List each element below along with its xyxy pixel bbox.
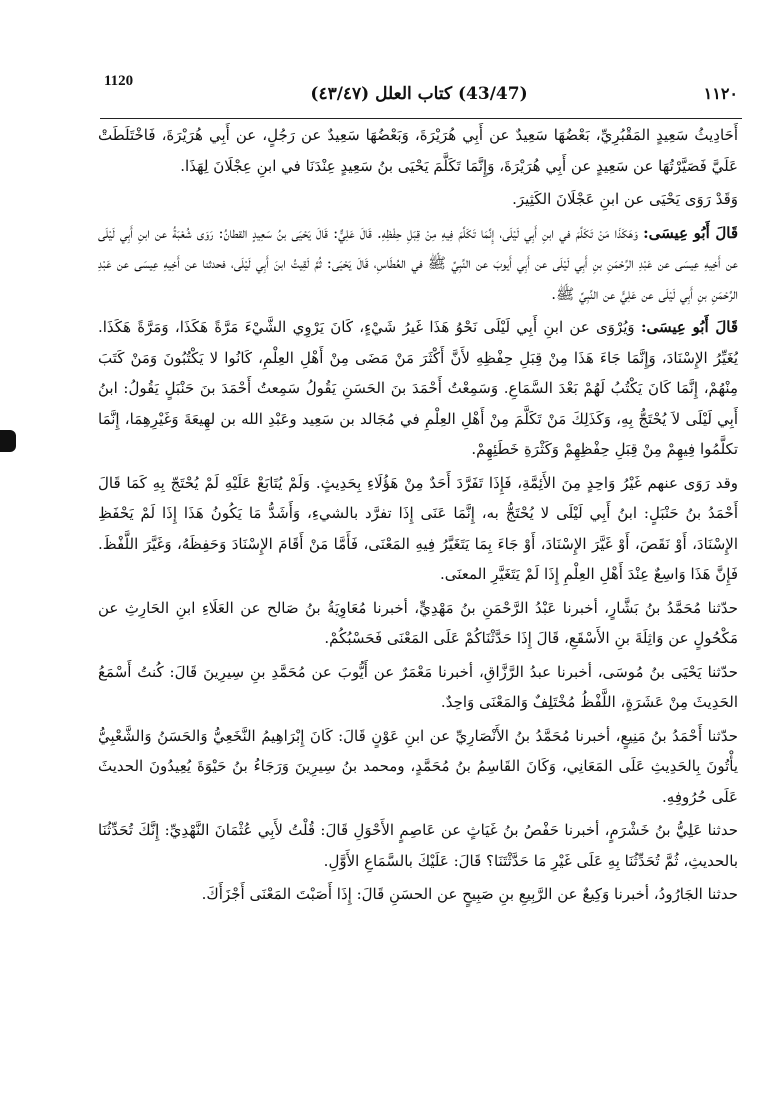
paragraph [98, 218, 738, 310]
paragraph-text: حدّثنا مُحَمَّدُ بنُ بَشَّارٍ، أخبرنا عَبْدُ الرَّحْمَنِ بنُ مَهْدِيٍّ، أخبرنا مُعَاوِيَةُ بنُ صَالح عن العَلَاءِ ابنِ الحَارِثِ عن مَكْحُولٍ عن وَاثِلَةَ بنِ الأَسْقَعِ، قَالَ إِذَا حَدَّثْنَاكُمْ عَلَى المَعْنَى فَحَسْبُكُمْ. [98, 598, 738, 647]
paragraph [98, 468, 738, 590]
page-number-arabic: ١١٢٠ [703, 84, 738, 103]
running-title: (43/47) كتاب العلل (٤٣/٤٧) [310, 84, 528, 104]
paragraph [98, 593, 738, 654]
page-number-latin: 1120 [104, 73, 134, 89]
paragraph-text: وقد رَوَى عنهم غَيْرُ وَاحِدٍ مِنَ الأَئِمَّةِ، فَإِذَا تَفَرَّدَ أَحَدٌ مِنْ هَؤُلَاءِ بِحَدِيثٍ. وَلَمْ يُتَابَعْ عَلَيْهِ لَمْ يُحْتَجّ بِهِ كَمَا قَالَ أَحْمَدُ بنُ حَنْبَلٍ: ابنُ أَبِي لَيْلَى لا يُحْتَجُّ به، إِنَّمَا عَنَى إِذَا تفرَّد بالشيءِ، وَأَشَدُّ مَا يَكُونُ هَذَا إِذَا لَمْ يَحْفَظِ الإِسْنَادَ، أَوْ نَقَصَ، أَوْ غَيَّرَ الإِسْنَادَ، أَوْ جَاءَ بِمَا يَتَغَيَّرُ فِيهِ المَعْنَى، فَأَمَّا مَنْ أَقَامَ الإِسْنَادَ وَحَفِظَهُ، وَغَيَّرَ اللَّفْظَ. فَإِنَّ هَذَا وَاسِعٌ عِنْدَ أَهْلِ العِلْمِ إِذَا لَمْ يَتَغَيَّرِ المعنَى. [98, 473, 738, 583]
speaker-label: قَالَ أَبُو عِيسَى: [640, 318, 738, 336]
paragraph-text: وَقَدْ رَوَى يَحْيَى عن ابنِ عَجْلَانَ الكَثِيرَ. [512, 190, 738, 208]
paragraph [98, 721, 738, 813]
paragraph [98, 657, 738, 718]
margin-tab [0, 430, 16, 452]
paragraph-text: وَهَكَذَا مَنْ تَكَلَّمَ في ابنِ أَبِي لَيْلَى، إِنَّمَا تَكَلَّمَ فِيهِ مِنْ قِبَلِ حِفْظِهِ. قَالَ عَلِيٌّ: قَالَ يَحْيَى بنُ سَعِيدٍ القطانُ: رَوَى شُعْبَةُ عن ابنِ أَبِي لَيْلَى عن أَخِيهِ عِيسَى عن عَبْدِ الرَّحْمَنِ بنِ أَبِي لَيْلَى عن أَبِي أَيوبَ عن النَّبِيِّ ﷺ في العُطَاسِ، قَالَ يَحْيَى: ثُمَّ لَقِيتُ ابنَ أَبِي لَيْلَى، فحدثنا عن أَخِيهِ عِيسَى عن عَبْدِ الرَّحْمَنِ بنِ أَبِي لَيْلَى عن عَلِيٍّ عن النَّبِيِّ ﷺ. [98, 223, 738, 303]
paragraph [98, 312, 738, 465]
header-rule [100, 118, 742, 119]
page-body [98, 120, 738, 1080]
paragraph-text: حدثنا الجَارُودُ، أخبرنا وَكِيعٌ عن الرَّبِيعِ بنِ صَبِيحٍ عن الحسَنِ قَالَ: إِذَا أَصَبْتَ المَعْنَى أَجْزَأَكَ. [201, 885, 738, 903]
paragraph-text: حدثنا عَلِيُّ بنُ خَشْرَمٍ، أخبرنا حَفْصُ بنُ غَيَاثٍ عن عَاصِمٍ الأَحْوَلِ قَالَ: قُلْتُ لأَبِي عُثْمَانَ النَّهْدِيِّ: إِنَّكَ تُحَدِّثُنَا بالحديثِ، ثُمَّ تُحَدِّثُنَا بِهِ عَلَى غَيْرِ مَا حَدَّثْتَنَا؟ قَالَ: عَلَيْكَ بالسَّمَاعِ الأَوَّلِ. [98, 821, 738, 870]
paragraph [98, 879, 738, 910]
paragraph-text: وَيُرْوَى عن ابنِ أَبِي لَيْلَى نَحْوُ هَذَا غَيرُ شَيْءٍ، كَانَ يَرْوِي الشَّيْءَ مَرَّةً هَكَذَا، وَمَرَّةً هَكَذَا. يُغَيِّرُ الإِسْنَادَ، وَإِنَّمَا جَاءَ هَذَا مِنْ قِبَلِ حِفْظِهِ لأَنَّ أَكْثَرَ مَنْ مَضَى مِنْ أَهْلِ العِلْمِ، كَانُوا لا يَكْتُبُونَ وَمَنْ كَتَبَ مِنْهُمْ، إِنَّمَا كَانَ يَكْتُبُ لَهُمْ بَعْدَ السَّمَاعِ. وَسَمِعْتُ أَحْمَدَ بنَ الحَسَنِ يَقُولُ سَمِعتُ أَحْمَدَ بنَ حَنْبَلٍ يَقُولُ: ابنُ أَبِي لَيْلَى لاَ يُحْتَجُّ بِهِ، وَكَذَلِكَ مَنْ تَكَلَّمَ مِنْ أَهْلِ العِلْمِ في مُجَالد بن سَعِيد وعَبْدِ الله بن لهِيعَةَ وَغَيْرِهِمَا، إِنَّمَا تكلَّمُوا فِيهِمْ مِنْ قِبَلِ حِفْظِهِمْ وَكَثْرَةِ خَطَئِهِمْ. [98, 318, 738, 458]
paragraph-text: حدّثنا يَحْيَى بنُ مُوسَى، أخبرنا عبدُ الرَّزَّاقِ، أخبرنا مَعْمَرٌ عن أَيُّوبَ عن مُحَمَّدِ بنِ سِيرِينَ قَالَ: كُنتُ أَسْمَعُ الحَدِيثَ مِنْ عَشَرَةٍ، اللَّفْظُ مُخْتَلِفٌ وَالمَعْنَى وَاحِدٌ. [98, 662, 738, 711]
paragraph-text: أَحَادِيثُ سَعِيدٍ المَقْبُرِيِّ، بَعْضُهَا سَعِيدٌ عن أَبِي هُرَيْرَةَ، وَبَعْضُهَا سَعِيدٌ عن رَجُلٍ، عن أَبِي هُرَيْرَةَ، فَاخْتَلَطَتْ عَلَيَّ فَصَيَّرْتُهَا عن سَعِيدٍ عن أَبِي هُرَيْرَةَ، وَإِنَّمَا تَكَلَّمَ يَحْيَى بنُ سَعِيدٍ عِنْدَنَا في ابنِ عِجْلَانَ لِهَذَا. [98, 126, 738, 175]
paragraph [98, 815, 738, 876]
page-header [104, 70, 738, 110]
paragraph-text: حدّثنا أَحْمَدُ بنُ مَنِيعٍ، أخبرنا مُحَمَّدُ بنُ الأَنْصَارِيِّ عن ابنِ عَوْنٍ قَالَ: كَانَ إِبْرَاهِيمُ النَّخَعِيُّ وَالحَسَنُ وَالشَّعْبِيُّ يأْتُونَ بِالحَدِيثِ عَلَى المَعَانِي، وَكَانَ القَاسِمُ بنُ مُحَمَّدٍ، ومحمد بنُ سِيرِينَ وَرَجَاءُ بنُ حَيْوَةَ يُعِيدُونَ الحديثَ عَلَى حُرُوفِهِ. [98, 726, 738, 806]
paragraph [98, 120, 738, 181]
paragraph [98, 184, 738, 215]
speaker-label: قَالَ أَبُو عِيسَى: [643, 223, 738, 242]
